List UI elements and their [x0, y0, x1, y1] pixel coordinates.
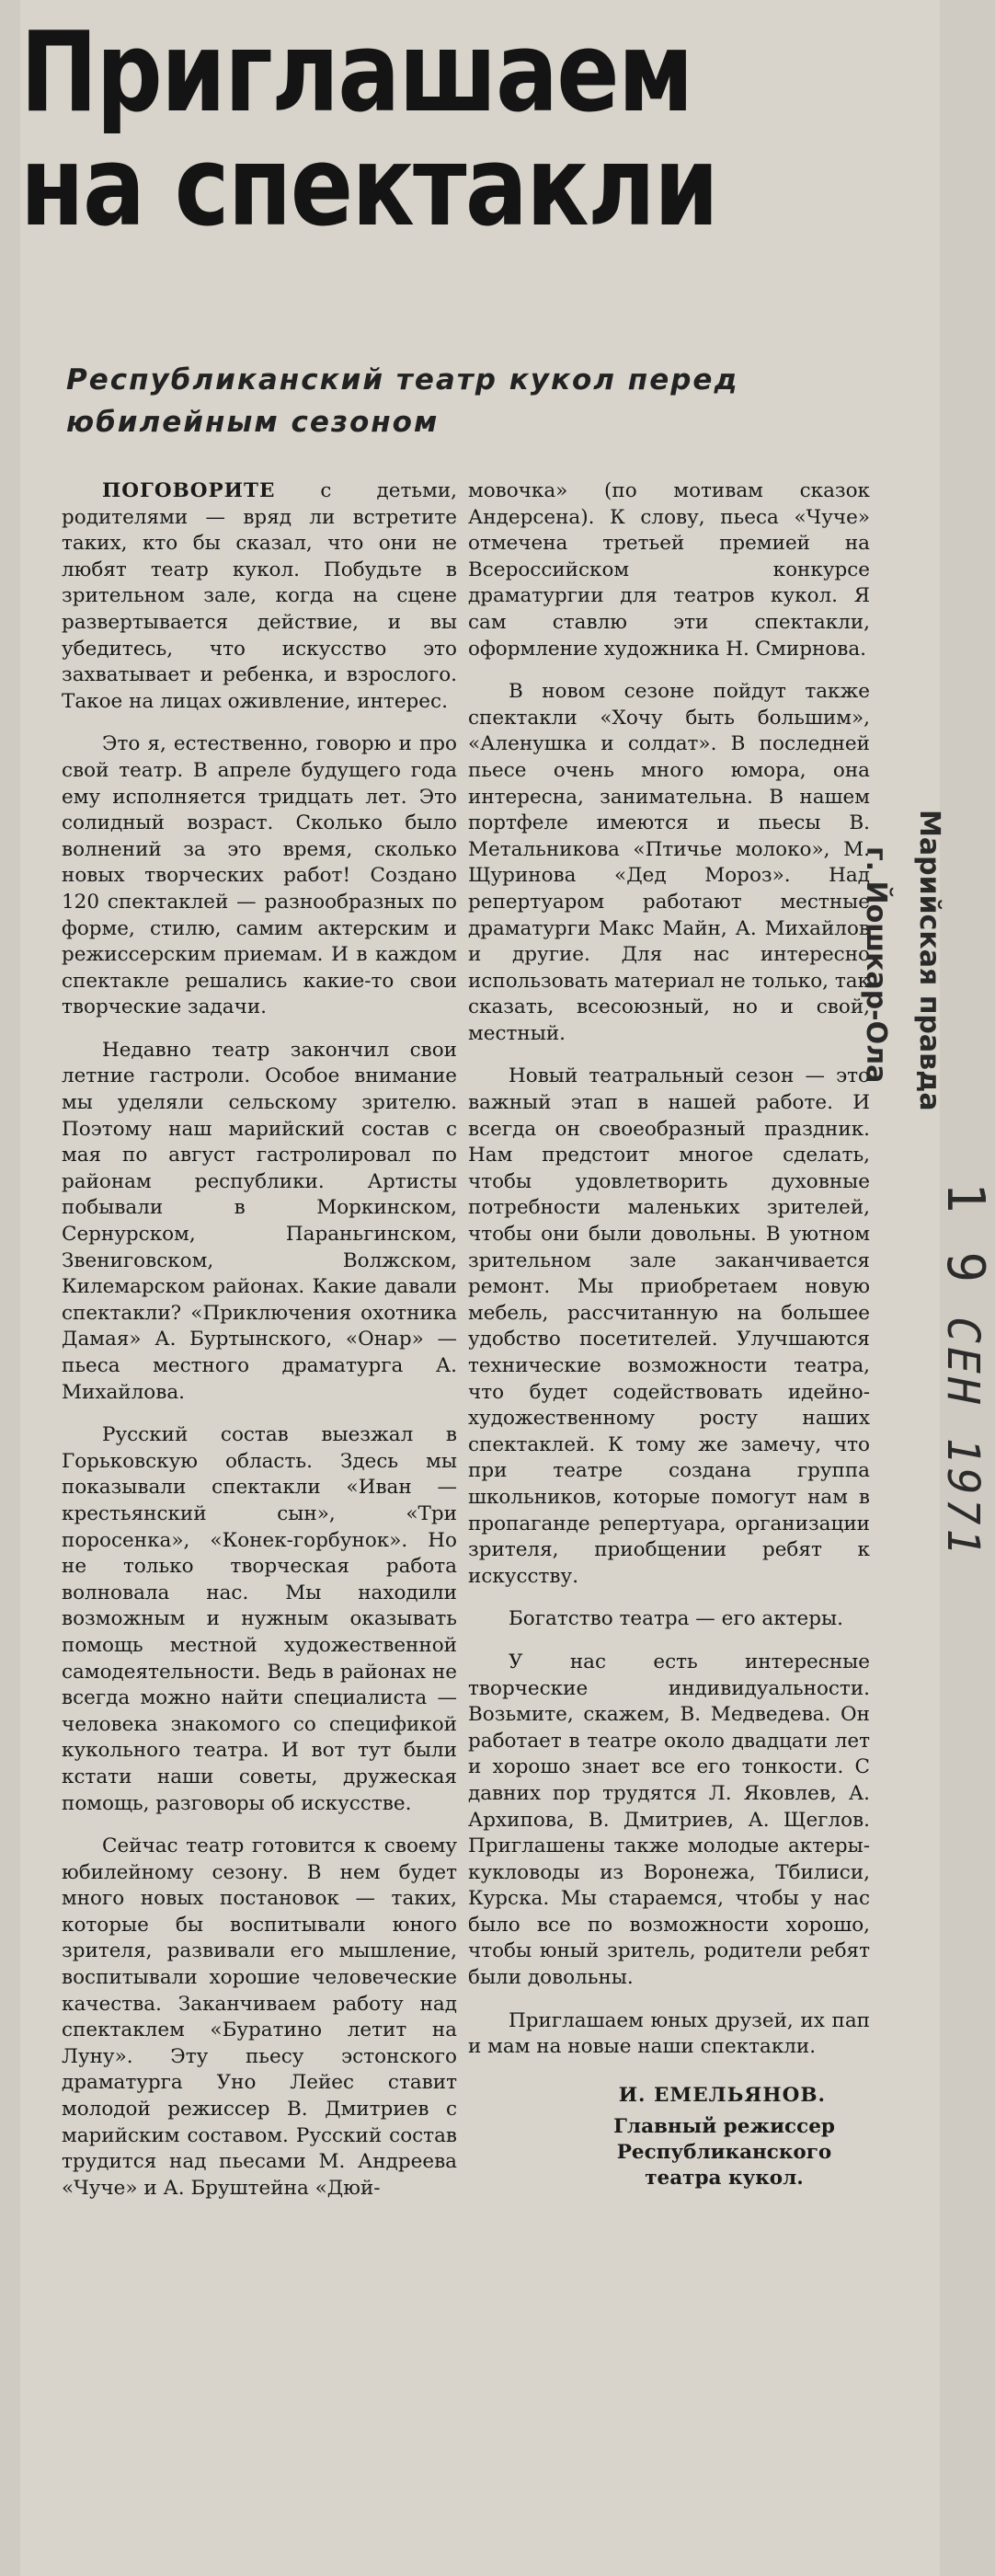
date-year: 1971 — [937, 1437, 989, 1559]
subheadline: Республиканский театр кукол перед юбилейным сезоном — [66, 363, 739, 439]
paragraph: У нас есть интересные творческие индивидуальности. Возьмите, скажем, В. Медведева. Он работает в театре около двадцати лет и хорошо знает все его тонкости. С давних пор трудятся Л. Яковлев, А. Архипова, В. Дмитриев, А. Щеглов. Приглашены также молодые актеры-кукловоды из Воронежа, Тбилиси, Курска. Мы стараемся, чтобы у нас было все по возможности хорошо, чтобы юный зритель, родители ребят были довольны. — [468, 1650, 870, 1990]
headline-line-2: на спектакли — [20, 123, 718, 251]
author-title: Главный режиссер Республиканского театра кукол. — [613, 2115, 835, 2191]
lead-word: ПОГОВОРИТЕ — [102, 479, 276, 502]
article-column-2 — [468, 478, 870, 2567]
article-column-1 — [62, 478, 457, 2567]
paragraph: Это я, естественно, говорю и про свой театр. В апреле будущего года ему исполняется тридцать лет. Это солидный возраст. Сколько было волнений за это время, сколько новых творческих работ! Создано 120 спектаклей — разнообразных по форме, стилю, самим актерским и режиссерским приемам. И в каждом спектакле решались какие-то свои творческие задачи. — [62, 732, 457, 1019]
paragraph — [62, 478, 457, 715]
paragraph: Сейчас театр готовится к своему юбилейному сезону. В нем будет много новых постановок — таких, которые бы воспитывали юного зрителя, развивали его мышление, воспитывали хорошие человеческие качества. Заканчиваем работу над спектаклем «Буратино летит на Луну». Эту пьесу эстонского драматурга Уно Лейес ставит молодой режиссер В. Дмитриев с марийским составом. Русский состав трудится над пьесами М. Андреева «Чуче» и А. Бруштейна «Дюй- — [62, 1834, 457, 2200]
headline-line-1: Приглашаем — [20, 9, 692, 137]
headline — [20, 9, 761, 251]
newspaper-clipping — [20, 0, 940, 2576]
author-name: И. ЕМЕЛЬЯНОВ. — [618, 2083, 826, 2107]
paragraph: В новом сезоне пойдут также спектакли «Хочу быть большим», «Аленушка и солдат». В последней пьесе очень много юмора, она интересна, занимательна. В нашем портфеле имеются и пьесы В. Метальникова «Птичье молоко», М. Щуриновa «Дед Мороз». Над репертуаром работают местные драматурги Макс Майн, А. Михайлов и другие. Для нас интересно использовать материал не только, так сказать, всесоюзный, но и свой, местный. — [468, 680, 870, 1045]
date-stamp — [935, 1182, 995, 1558]
paragraph: Русский состав выезжал в Горьковскую область. Здесь мы показывали спектакли «Иван — крестьянский сын», «Три поросенка», «Конек-горбунок». Но не только творческая работа волновала нас. Мы находили возможным и нужным оказывать помощь местной художественной самодеятельности. Ведь в районах не всегда можно найти специалиста — человека знакомого со спецификой кукольного театра. И вот тут были кстати наши советы, дружеская помощь, разговоры об искусстве. — [62, 1423, 457, 1815]
newspaper-name-stamp: Марийская правда — [913, 810, 945, 1111]
date-month: СЕН — [937, 1317, 989, 1408]
paragraph: Богатство театра — его актеры. — [509, 1607, 843, 1631]
paragraph: Новый театральный сезон — это важный этап в нашей работе. И всегда он своеобразный праздник. Нам предстоит многое сделать, чтобы удовлетворить духовные потребности маленьких зрителей, чтобы они были довольны. В уютном зрительном зале заканчивается ремонт. Мы приобретаем новую мебель, рассчитанную на большее удобство посетителей. Улучшаются технические возможности театра, что будет содействовать идейно-художественному росту наших спектаклей. К тому же замечу, что при театре создана группа школьников, которые помогут нам в пропаганде репертуара, организации зрителя, приобщении ребят к искусству. — [468, 1064, 870, 1588]
paragraph: мовочка» (по мотивам сказок Андерсена). К слову, пьеса «Чуче» отмечена третьей премией на Всероссийском конкурсе драматургии для театров кукол. Я сам ставлю эти спектакли, оформление художника Н. Смирнова. — [468, 479, 870, 661]
paragraph-text: с детьми, родителями — вряд ли встретите таких, кто бы сказал, что они не любят театр кукол. Побудьте в зрительном зале, когда на сцене развертывается действие, и вы убедитесь, что искусство это захватывает и ребенка, и взрослого. Такое на лицах оживление, интерес. — [62, 479, 457, 713]
paragraph: Недавно театр закончил свои летние гастроли. Особое внимание мы уделяли сельскому зрителю. Поэтому наш марийский состав с мая по август гастролировал по районам республики. Артисты побывали в Моркинском, Сернурском, Параньгинском, Звениговском, Волжском, Килемарском районах. Какие давали спектакли? «Приключения охотника Дамая» А. Буртынского, «Онар» — пьеса местного драматурга А. Михайлова. — [62, 1038, 457, 1404]
date-day: 1 9 — [935, 1182, 995, 1287]
city-stamp: г. Йошкар-Ола — [860, 846, 892, 1084]
paragraph: Приглашаем юных друзей, их пап и мам на новые наши спектакли. — [468, 2008, 870, 2059]
